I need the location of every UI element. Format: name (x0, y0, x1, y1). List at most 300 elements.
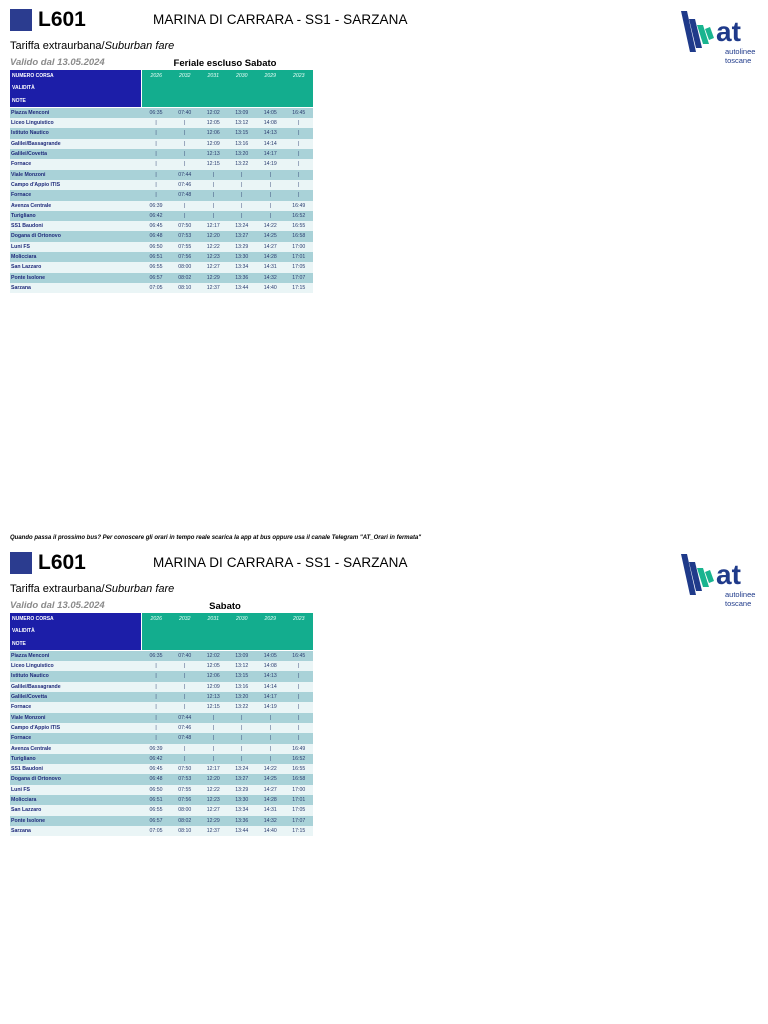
departure-time: | (142, 692, 171, 702)
departure-time: 12:06 (199, 128, 228, 138)
departure-time: | (171, 661, 200, 671)
logo-line2: toscane (725, 56, 752, 65)
departure-time: | (142, 159, 171, 169)
table-row (10, 682, 313, 692)
departure-time: | (228, 180, 257, 190)
stop-name: Fornace (10, 159, 142, 169)
departure-time: 14:13 (256, 671, 285, 681)
departure-time: 07:56 (171, 252, 200, 262)
timetable-body (10, 70, 313, 293)
departure-time: 12:05 (199, 118, 228, 128)
departure-time: 17:07 (285, 816, 314, 826)
stop-name: Fornace (10, 702, 142, 712)
departure-time: | (171, 744, 200, 754)
departure-time: 17:05 (285, 262, 314, 272)
table-row (10, 754, 313, 764)
logo-line2: toscane (725, 599, 752, 608)
departure-time: | (285, 713, 314, 723)
departure-time: 06:57 (142, 816, 171, 826)
departure-time: 07:50 (171, 221, 200, 231)
departure-time: | (228, 754, 257, 764)
departure-time: 13:34 (228, 262, 257, 272)
departure-time: 16:58 (285, 774, 314, 784)
departure-time: 14:28 (256, 252, 285, 262)
departure-time: | (228, 723, 257, 733)
departure-time: | (171, 128, 200, 138)
departure-time: 07:55 (171, 785, 200, 795)
departure-time: 16:52 (285, 211, 314, 221)
departure-time: 14:31 (256, 805, 285, 815)
departure-time: 12:09 (199, 682, 228, 692)
departure-time: 06:55 (142, 262, 171, 272)
line-color-square (10, 552, 32, 574)
stop-name: Viale Monzoni (10, 713, 142, 723)
departure-time: 07:56 (171, 795, 200, 805)
departure-time: | (256, 211, 285, 221)
table-row (10, 744, 313, 754)
departure-time: 13:15 (228, 671, 257, 681)
departure-time: 13:30 (228, 252, 257, 262)
departure-time: 14:19 (256, 702, 285, 712)
departure-time: 07:48 (171, 733, 200, 743)
stop-name: Istituto Nautico (10, 128, 142, 138)
table-row (10, 262, 313, 272)
departure-time: | (171, 692, 200, 702)
stop-name: San Lazzaro (10, 805, 142, 815)
trip-number: 2023 (285, 613, 314, 625)
valid-from: Valido dal 13.05.2024 (10, 57, 105, 68)
stop-name: Luni FS (10, 785, 142, 795)
departure-time: 07:40 (171, 650, 200, 661)
table-row (10, 733, 313, 743)
departure-time: | (228, 170, 257, 180)
departure-time: | (228, 733, 257, 743)
departure-time: 13:15 (228, 128, 257, 138)
departure-time: | (171, 682, 200, 692)
table-row (10, 242, 313, 252)
departure-time: 14:22 (256, 221, 285, 231)
table-row (10, 273, 313, 283)
stop-name: Liceo Linguistico (10, 661, 142, 671)
table-row (10, 795, 313, 805)
departure-time: | (228, 201, 257, 211)
departure-time: 07:55 (171, 242, 200, 252)
departure-time: | (171, 139, 200, 149)
valid-from: Valido dal 13.05.2024 (10, 600, 105, 611)
table-row (10, 252, 313, 262)
logo-mark-icon (681, 11, 714, 52)
table-row (10, 713, 313, 723)
departure-time: 06:50 (142, 785, 171, 795)
logo-brand: at (716, 559, 741, 590)
departure-time: | (171, 754, 200, 764)
departure-time: 14:40 (256, 826, 285, 836)
stop-name: Campo d'Appio ITIS (10, 723, 142, 733)
departure-time: 07:50 (171, 764, 200, 774)
table-row (10, 826, 313, 836)
stop-name: Liceo Linguistico (10, 118, 142, 128)
day-type: Feriale escluso Sabato (173, 58, 277, 69)
departure-time: 13:44 (228, 283, 257, 293)
departure-time: 14:25 (256, 774, 285, 784)
departure-time: 16:49 (285, 744, 314, 754)
departure-time: 13:09 (228, 650, 257, 661)
validity-cell (199, 82, 228, 94)
departure-time: 08:10 (171, 283, 200, 293)
stop-name: Galilei/Bassagrande (10, 139, 142, 149)
departure-time: 14:05 (256, 650, 285, 661)
validity-cell (199, 625, 228, 637)
departure-time: 14:14 (256, 139, 285, 149)
notes-cell (256, 95, 285, 108)
stop-name: Turigliano (10, 754, 142, 764)
departure-time: 13:20 (228, 692, 257, 702)
logo-line1: autolinee (725, 590, 756, 599)
departure-time: | (199, 713, 228, 723)
departure-time: 14:22 (256, 764, 285, 774)
notes-cell (285, 638, 314, 651)
timetable (10, 70, 313, 293)
table-row (10, 190, 313, 200)
table-row (10, 671, 313, 681)
departure-time: | (171, 159, 200, 169)
trip-number: 2032 (171, 613, 200, 625)
departure-time: | (228, 713, 257, 723)
departure-time: 06:48 (142, 231, 171, 241)
departure-time: 14:25 (256, 231, 285, 241)
departure-time: 13:27 (228, 774, 257, 784)
table-row (10, 805, 313, 815)
departure-time: | (285, 661, 314, 671)
departure-time: 07:05 (142, 826, 171, 836)
stop-name: Ponte Isolone (10, 273, 142, 283)
departure-time: 13:34 (228, 805, 257, 815)
departure-time: | (285, 702, 314, 712)
departure-time: | (199, 211, 228, 221)
header-row-notes (10, 95, 313, 108)
departure-time: 13:12 (228, 661, 257, 671)
table-row (10, 211, 313, 221)
route-title: MARINA DI CARRARA - SS1 - SARZANA (153, 12, 408, 27)
departure-time: | (285, 159, 314, 169)
departure-time: 12:37 (199, 283, 228, 293)
notes-cell (171, 638, 200, 651)
stop-name: Piazza Menconi (10, 650, 142, 661)
stop-name: San Lazzaro (10, 262, 142, 272)
validity-cell (142, 82, 171, 94)
departure-time: 16:49 (285, 201, 314, 211)
table-row (10, 128, 313, 138)
logo-brand: at (716, 16, 741, 47)
departure-time: 12:29 (199, 816, 228, 826)
departure-time: | (199, 723, 228, 733)
departure-time: | (142, 713, 171, 723)
departure-time: 07:53 (171, 231, 200, 241)
departure-time: 06:35 (142, 650, 171, 661)
fare-italic: Suburban fare (104, 583, 175, 595)
departure-time: | (285, 190, 314, 200)
departure-time: 07:46 (171, 180, 200, 190)
departure-time: | (285, 723, 314, 733)
departure-time: 06:51 (142, 795, 171, 805)
departure-time: 14:13 (256, 128, 285, 138)
notes-cell (228, 638, 257, 651)
validity-cell (256, 82, 285, 94)
table-row (10, 107, 313, 118)
departure-time: 13:12 (228, 118, 257, 128)
departure-time: | (171, 118, 200, 128)
logo-mark-icon (681, 554, 714, 595)
stop-name: Dogana di Ortonovo (10, 774, 142, 784)
departure-time: | (199, 754, 228, 764)
departure-time: | (142, 190, 171, 200)
departure-time: | (199, 733, 228, 743)
departure-time: 14:14 (256, 682, 285, 692)
table-row (10, 661, 313, 671)
departure-time: | (142, 682, 171, 692)
fare-label (10, 40, 174, 53)
stop-name: Fornace (10, 733, 142, 743)
departure-time: 12:09 (199, 139, 228, 149)
departure-time: 12:22 (199, 242, 228, 252)
departure-time: 06:39 (142, 201, 171, 211)
departure-time: 08:00 (171, 805, 200, 815)
stop-name: Galilei/Covetta (10, 692, 142, 702)
table-row (10, 650, 313, 661)
departure-time: 12:15 (199, 159, 228, 169)
departure-time: 06:55 (142, 805, 171, 815)
trip-number: 2030 (228, 70, 257, 82)
departure-time: 12:27 (199, 805, 228, 815)
departure-time: | (285, 149, 314, 159)
departure-time: | (285, 682, 314, 692)
stop-name: SS1 Baudoni (10, 764, 142, 774)
departure-time: 13:29 (228, 242, 257, 252)
logo-line1: autolinee (725, 47, 756, 56)
departure-time: 07:48 (171, 190, 200, 200)
departure-time: 13:44 (228, 826, 257, 836)
departure-time: 16:52 (285, 754, 314, 764)
stop-name: Campo d'Appio ITIS (10, 180, 142, 190)
stop-name: Dogana di Ortonovo (10, 231, 142, 241)
departure-time: 12:29 (199, 273, 228, 283)
stop-name: Viale Monzoni (10, 170, 142, 180)
table-row (10, 764, 313, 774)
header-row-validity (10, 625, 313, 637)
stop-name: Istituto Nautico (10, 671, 142, 681)
timetable (10, 613, 313, 836)
departure-time: 13:20 (228, 149, 257, 159)
departure-time: 17:05 (285, 805, 314, 815)
trip-number: 2032 (171, 70, 200, 82)
departure-time: 06:39 (142, 744, 171, 754)
departure-time: 16:58 (285, 231, 314, 241)
departure-time: | (285, 170, 314, 180)
departure-time: 07:44 (171, 170, 200, 180)
departure-time: 06:51 (142, 252, 171, 262)
departure-time: | (142, 671, 171, 681)
stop-name: Galilei/Covetta (10, 149, 142, 159)
departure-time: | (285, 733, 314, 743)
notes-cell (285, 95, 314, 108)
notes-label: NOTE (10, 95, 142, 108)
table-row (10, 118, 313, 128)
departure-time: 13:36 (228, 273, 257, 283)
trip-number: 2031 (199, 613, 228, 625)
departure-time: 12:05 (199, 661, 228, 671)
departure-time: | (256, 201, 285, 211)
table-row (10, 159, 313, 169)
departure-time: | (171, 211, 200, 221)
table-row (10, 816, 313, 826)
departure-time: | (142, 661, 171, 671)
validity-label: VALIDITÀ (10, 82, 142, 94)
departure-time: | (228, 211, 257, 221)
stop-name: Ponte Isolone (10, 816, 142, 826)
departure-time: 12:37 (199, 826, 228, 836)
departure-time: 13:24 (228, 764, 257, 774)
departure-time: 14:40 (256, 283, 285, 293)
fare-label (10, 583, 174, 596)
table-row (10, 231, 313, 241)
table-row (10, 692, 313, 702)
table-row (10, 201, 313, 211)
departure-time: 13:29 (228, 785, 257, 795)
departure-time: 12:13 (199, 149, 228, 159)
departure-time: 14:32 (256, 816, 285, 826)
departure-time: | (256, 723, 285, 733)
departure-time: | (142, 170, 171, 180)
trip-number: 2026 (142, 70, 171, 82)
validity-cell (256, 625, 285, 637)
departure-time: 13:22 (228, 159, 257, 169)
departure-time: 14:17 (256, 149, 285, 159)
trip-number: 2026 (142, 613, 171, 625)
table-row (10, 723, 313, 733)
departure-time: | (228, 190, 257, 200)
departure-time: 16:45 (285, 107, 314, 118)
stop-name: Avenza Centrale (10, 744, 142, 754)
validity-cell (171, 82, 200, 94)
validity-cell (285, 625, 314, 637)
departure-time: | (285, 139, 314, 149)
departure-time: 17:01 (285, 252, 314, 262)
line-code: L601 (38, 551, 86, 574)
stop-name: Molicciara (10, 252, 142, 262)
notes-cell (228, 95, 257, 108)
departure-time: 08:02 (171, 273, 200, 283)
stop-name: Avenza Centrale (10, 201, 142, 211)
departure-time: | (285, 118, 314, 128)
table-row (10, 221, 313, 231)
trip-number-label: NUMERO CORSA (10, 70, 142, 82)
notes-cell (199, 638, 228, 651)
line-code: L601 (38, 8, 86, 31)
fare-regular: Tariffa extraurbana/ (10, 40, 105, 52)
validity-cell (285, 82, 314, 94)
departure-time: 17:01 (285, 795, 314, 805)
table-row (10, 774, 313, 784)
header-row-trip-numbers (10, 70, 313, 82)
validity-cell (142, 625, 171, 637)
validity-cell (171, 625, 200, 637)
departure-time: 13:22 (228, 702, 257, 712)
departure-time: 13:27 (228, 231, 257, 241)
stop-name: SS1 Baudoni (10, 221, 142, 231)
departure-time: | (171, 702, 200, 712)
departure-time: 12:23 (199, 252, 228, 262)
departure-time: | (285, 180, 314, 190)
departure-time: 12:20 (199, 231, 228, 241)
departure-time: 14:05 (256, 107, 285, 118)
departure-time: 14:27 (256, 785, 285, 795)
notes-cell (142, 95, 171, 108)
departure-time: 12:15 (199, 702, 228, 712)
departure-time: | (142, 149, 171, 159)
timetable-section-saturday (0, 543, 768, 843)
departure-time: 14:08 (256, 661, 285, 671)
departure-time: 13:16 (228, 139, 257, 149)
departure-time: | (171, 149, 200, 159)
departure-time: 06:42 (142, 211, 171, 221)
departure-time: | (256, 190, 285, 200)
header-row-notes (10, 638, 313, 651)
departure-time: 07:44 (171, 713, 200, 723)
departure-time: 17:00 (285, 785, 314, 795)
notes-cell (199, 95, 228, 108)
departure-time: 08:00 (171, 262, 200, 272)
departure-time: 17:00 (285, 242, 314, 252)
departure-time: 14:28 (256, 795, 285, 805)
notes-cell (171, 95, 200, 108)
at-logo (676, 8, 760, 70)
departure-time: 12:23 (199, 795, 228, 805)
stop-name: Turigliano (10, 211, 142, 221)
departure-time: 12:27 (199, 262, 228, 272)
departure-time: | (256, 754, 285, 764)
departure-time: | (171, 201, 200, 211)
departure-time: 12:17 (199, 764, 228, 774)
departure-time: 13:16 (228, 682, 257, 692)
departure-time: | (199, 744, 228, 754)
departure-time: 12:17 (199, 221, 228, 231)
departure-time: | (142, 723, 171, 733)
stop-name: Sarzana (10, 283, 142, 293)
departure-time: 08:10 (171, 826, 200, 836)
departure-time: 12:13 (199, 692, 228, 702)
departure-time: | (256, 170, 285, 180)
table-row (10, 139, 313, 149)
departure-time: 14:27 (256, 242, 285, 252)
table-row (10, 702, 313, 712)
table-row (10, 283, 313, 293)
departure-time: 16:55 (285, 764, 314, 774)
table-row (10, 149, 313, 159)
trip-number: 2029 (256, 70, 285, 82)
header-row-trip-numbers (10, 613, 313, 625)
departure-time: | (285, 692, 314, 702)
validity-label: VALIDITÀ (10, 625, 142, 637)
departure-time: 06:48 (142, 774, 171, 784)
departure-time: 14:32 (256, 273, 285, 283)
departure-time: | (256, 713, 285, 723)
departure-time: 13:24 (228, 221, 257, 231)
departure-time: | (142, 180, 171, 190)
stop-name: Fornace (10, 190, 142, 200)
departure-time: 08:02 (171, 816, 200, 826)
departure-time: 16:45 (285, 650, 314, 661)
departure-time: 06:35 (142, 107, 171, 118)
